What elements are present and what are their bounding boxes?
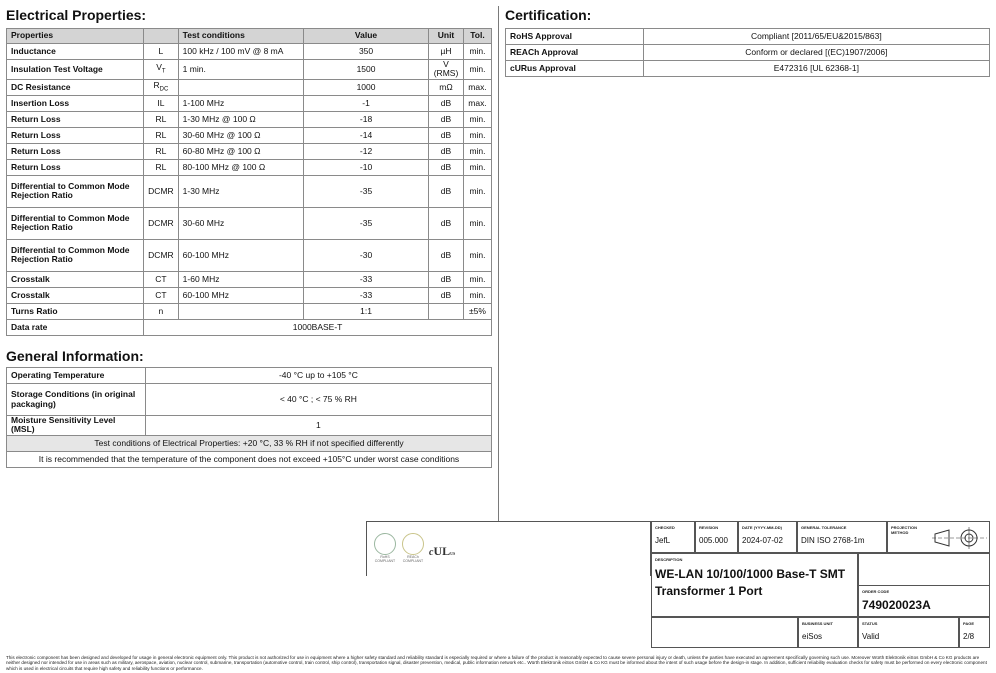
symbol-text: V xyxy=(156,62,162,73)
reach-logo-text: REACh xyxy=(407,555,419,559)
table-row xyxy=(7,95,492,111)
curus-approval-value: E472316 [UL 62368-1] xyxy=(643,61,989,77)
storage-conditions-label: Storage Conditions (in original packaging) xyxy=(7,384,146,416)
col-header-value: Value xyxy=(304,29,429,44)
test-condition-cell: 30-60 MHz xyxy=(178,207,303,239)
title-block xyxy=(366,521,990,648)
table-row xyxy=(7,271,492,287)
logo-area xyxy=(366,521,651,576)
property-cell: Inductance xyxy=(7,44,144,60)
table-row xyxy=(506,45,990,61)
tolerance-cell: min. xyxy=(463,60,491,80)
col-header-test-conditions: Test conditions xyxy=(178,29,303,44)
unit-cell: dB xyxy=(429,239,464,271)
table-row xyxy=(7,159,492,175)
tolerance-cell: min. xyxy=(463,111,491,127)
symbol-cell xyxy=(144,44,179,60)
property-cell: Return Loss xyxy=(7,159,144,175)
symbol-text: CT xyxy=(155,273,167,284)
test-condition-cell xyxy=(178,303,303,319)
symbol-cell xyxy=(144,143,179,159)
symbol-cell xyxy=(144,79,179,95)
rohs-approval-value: Compliant [2011/65/EU&2015/863] xyxy=(643,29,989,45)
table-row xyxy=(7,435,492,451)
table-row xyxy=(7,451,492,467)
reach-approval-label: REACh Approval xyxy=(506,45,644,61)
symbol-cell xyxy=(144,60,179,80)
test-condition-cell: 60-100 MHz xyxy=(178,287,303,303)
order-blank-cell xyxy=(858,553,990,585)
property-cell: Differential to Common Mode Rejection Ratio xyxy=(7,175,144,207)
electrical-properties-heading: Electrical Properties: xyxy=(6,7,147,23)
tolerance-cell xyxy=(797,521,887,553)
test-condition-cell: 1 min. xyxy=(178,60,303,80)
symbol-cell xyxy=(144,111,179,127)
date-cell xyxy=(738,521,797,553)
col-header-unit: Unit xyxy=(429,29,464,44)
symbol-text: L xyxy=(158,45,164,56)
symbol-cell xyxy=(144,303,179,319)
symbol-text: DCMR xyxy=(148,217,174,228)
tolerance-cell: min. xyxy=(463,127,491,143)
table-row xyxy=(506,61,990,77)
table-row xyxy=(7,127,492,143)
checked-cell xyxy=(651,521,695,553)
symbol-cell xyxy=(144,159,179,175)
property-cell: Differential to Common Mode Rejection Ratio xyxy=(7,207,144,239)
symbol-text: n xyxy=(158,305,164,316)
rohs-logo xyxy=(373,533,397,567)
tolerance-cell: min. xyxy=(463,239,491,271)
checked-value: JefL xyxy=(655,536,671,545)
value-cell: -30 xyxy=(304,239,429,271)
business-unit-blank-cell xyxy=(651,617,798,648)
revision-value: 005.000 xyxy=(699,536,728,545)
unit-cell: dB xyxy=(429,287,464,303)
general-information-table xyxy=(6,367,492,468)
symbol-text: RL xyxy=(155,145,167,156)
symbol-text: CT xyxy=(155,289,167,300)
certification-table xyxy=(505,28,990,77)
unit-cell: V (RMS) xyxy=(429,60,464,80)
table-row xyxy=(7,368,492,384)
table-row xyxy=(7,79,492,95)
test-condition-cell: 30-60 MHz @ 100 Ω xyxy=(178,127,303,143)
unit-cell: dB xyxy=(429,159,464,175)
msl-label: Moisture Sensitivity Level (MSL) xyxy=(7,416,146,436)
table-row xyxy=(7,207,492,239)
test-condition-cell: 80-100 MHz @ 100 Ω xyxy=(178,159,303,175)
col-header-properties: Properties xyxy=(7,29,144,44)
operating-temperature-value: -40 °C up to +105 °C xyxy=(145,368,491,384)
unit-cell: mΩ xyxy=(429,79,464,95)
table-row-data-rate xyxy=(7,319,492,335)
value-cell: 1500 xyxy=(304,60,429,80)
value-cell: -33 xyxy=(304,271,429,287)
table-row xyxy=(7,44,492,60)
tolerance-cell: ±5% xyxy=(463,303,491,319)
tolerance-cell: min. xyxy=(463,207,491,239)
test-condition-cell: 1-100 MHz xyxy=(178,95,303,111)
status-value: Valid xyxy=(862,632,880,641)
description-label: DESCRIPTION xyxy=(655,557,683,562)
operating-temperature-label: Operating Temperature xyxy=(7,368,146,384)
unit-cell: µH xyxy=(429,44,464,60)
rohs-logo-sub: COMPLIANT xyxy=(374,559,396,563)
table-row xyxy=(7,384,492,416)
date-label: DATE (YYYY-MM-DD) xyxy=(742,525,782,530)
symbol-text: RL xyxy=(155,129,167,140)
tolerance-cell: min. xyxy=(463,44,491,60)
page-value: 2/8 xyxy=(963,632,975,641)
order-code-cell xyxy=(858,585,990,617)
business-unit-cell xyxy=(798,617,858,648)
value-cell: 1000 xyxy=(304,79,429,95)
symbol-text: DCMR xyxy=(148,249,174,260)
storage-conditions-value: < 40 °C ; < 75 % RH xyxy=(145,384,491,416)
description-line-2: Transformer 1 Port xyxy=(655,584,763,598)
test-condition-cell: 60-100 MHz xyxy=(178,239,303,271)
column-divider xyxy=(498,6,499,521)
checked-label: CHECKED xyxy=(655,525,675,530)
table-row xyxy=(7,416,492,436)
tolerance-cell: max. xyxy=(463,95,491,111)
symbol-subscript: DC xyxy=(159,86,169,93)
property-cell: Return Loss xyxy=(7,111,144,127)
property-cell: Differential to Common Mode Rejection Ratio xyxy=(7,239,144,271)
col-header-tolerance: Tol. xyxy=(463,29,491,44)
table-row xyxy=(7,287,492,303)
tolerance-cell: max. xyxy=(463,79,491,95)
table-header-row xyxy=(7,29,492,44)
unit-cell: dB xyxy=(429,111,464,127)
date-value: 2024-07-02 xyxy=(742,536,783,545)
test-conditions-note: Test conditions of Electrical Properties: +20 °C, 33 % RH if not specified differently xyxy=(7,435,492,451)
test-condition-cell: 1-30 MHz @ 100 Ω xyxy=(178,111,303,127)
value-cell: -14 xyxy=(304,127,429,143)
description-line-1: WE-LAN 10/100/1000 Base-T SMT xyxy=(655,567,846,581)
reach-approval-value: Conform or declared [(EC)1907/2006] xyxy=(643,45,989,61)
table-row xyxy=(7,239,492,271)
property-cell: Return Loss xyxy=(7,143,144,159)
projection-label: PROJECTION METHOD xyxy=(891,525,918,535)
symbol-text: DCMR xyxy=(148,185,174,196)
test-condition-cell: 1-60 MHz xyxy=(178,271,303,287)
general-information-heading: General Information: xyxy=(6,348,144,364)
col-header-symbol xyxy=(144,29,179,44)
property-cell: DC Resistance xyxy=(7,79,144,95)
data-rate-label: Data rate xyxy=(7,319,144,335)
rohs-approval-label: RoHS Approval xyxy=(506,29,644,45)
reach-logo-sub: COMPLIANT xyxy=(402,559,424,563)
ul-mark-icon: cULUS xyxy=(429,544,456,558)
ul-mark-text: US xyxy=(450,551,456,556)
table-row xyxy=(7,143,492,159)
table-row xyxy=(7,303,492,319)
table-row xyxy=(7,175,492,207)
test-condition-cell xyxy=(178,79,303,95)
temperature-recommendation-note: It is recommended that the temperature of the component does not exceed +105°C under worst case conditions xyxy=(7,451,492,467)
symbol-cell xyxy=(144,287,179,303)
test-condition-cell: 60-80 MHz @ 100 Ω xyxy=(178,143,303,159)
value-cell: -10 xyxy=(304,159,429,175)
test-condition-cell: 1-30 MHz xyxy=(178,175,303,207)
value-cell: 1:1 xyxy=(304,303,429,319)
order-code-label: ORDER CODE xyxy=(862,589,890,594)
description-cell xyxy=(651,553,858,617)
table-row xyxy=(7,111,492,127)
value-cell: -18 xyxy=(304,111,429,127)
symbol-subscript: T xyxy=(161,68,166,75)
symbol-cell xyxy=(144,207,179,239)
unit-cell: dB xyxy=(429,271,464,287)
value-cell: -35 xyxy=(304,175,429,207)
tolerance-value: DIN ISO 2768-1m xyxy=(801,536,865,545)
property-cell: Turns Ratio xyxy=(7,303,144,319)
symbol-text: RL xyxy=(155,113,167,124)
property-cell: Insulation Test Voltage xyxy=(7,60,144,80)
value-cell: -35 xyxy=(304,207,429,239)
symbol-cell xyxy=(144,175,179,207)
unit-cell: dB xyxy=(429,207,464,239)
unit-cell: dB xyxy=(429,143,464,159)
electrical-properties-table xyxy=(6,28,492,336)
test-condition-cell: 100 kHz / 100 mV @ 8 mA xyxy=(178,44,303,60)
disclaimer-text: This electronic component has been designed and developed for usage in general electronic equipment only. This product is not authorized for use in equipment where a higher safety standard and reliability standard is especially required or where a failure of the product is reasonably expected to cause severe personal injury or death, unless the parties have executed an agreement specifically governing such use. Moreover Würth Elektronik eiSos GmbH & Co KG products are neither designed nor intended for use in areas such as military, aerospace, aviation, nuclear control, submarine, transportation (automotive control, train control, ship control), transportation signal, disaster prevention, medical, public information network etc.. Würth Elektronik eiSos GmbH & Co KG must be informed about the intent of such usage before the design-in stage. In addition, sufficient reliability evaluation checks for safety must be performed on every electronic component which is used in electrical circuits that require high safety and reliability functions or performance. xyxy=(6,655,987,671)
property-cell: Insertion Loss xyxy=(7,95,144,111)
unit-cell: dB xyxy=(429,95,464,111)
tolerance-label: GENERAL TOLERANCE xyxy=(801,525,847,530)
msl-value: 1 xyxy=(145,416,491,436)
value-cell: -1 xyxy=(304,95,429,111)
business-unit-label: BUSINESS UNIT xyxy=(802,621,833,626)
property-cell: Crosstalk xyxy=(7,271,144,287)
unit-cell: dB xyxy=(429,175,464,207)
tolerance-cell: min. xyxy=(463,175,491,207)
page-cell xyxy=(959,617,990,648)
tolerance-cell: min. xyxy=(463,271,491,287)
symbol-cell xyxy=(144,95,179,111)
rohs-logo-text: RoHS xyxy=(380,555,390,559)
symbol-cell xyxy=(144,127,179,143)
table-row xyxy=(7,60,492,80)
unit-cell: dB xyxy=(429,127,464,143)
property-cell: Crosstalk xyxy=(7,287,144,303)
symbol-text: RL xyxy=(155,161,167,172)
projection-symbol-icon xyxy=(932,526,988,550)
symbol-cell xyxy=(144,239,179,271)
business-unit-value: eiSos xyxy=(802,632,823,641)
tolerance-cell: min. xyxy=(463,159,491,175)
certification-heading: Certification: xyxy=(505,7,592,23)
symbol-text: IL xyxy=(157,97,165,108)
status-label: STATUS xyxy=(862,621,878,626)
data-rate-value: 1000BASE-T xyxy=(144,319,492,335)
revision-label: REVISION xyxy=(699,525,719,530)
order-code-value: 749020023A xyxy=(862,598,931,612)
page-label: PAGE xyxy=(963,621,975,626)
tolerance-cell: min. xyxy=(463,143,491,159)
status-cell xyxy=(858,617,959,648)
property-cell: Return Loss xyxy=(7,127,144,143)
table-row xyxy=(506,29,990,45)
revision-cell xyxy=(695,521,738,553)
value-cell: 350 xyxy=(304,44,429,60)
symbol-text: R xyxy=(153,80,160,91)
curus-approval-label: cURus Approval xyxy=(506,61,644,77)
unit-cell xyxy=(429,303,464,319)
value-cell: -12 xyxy=(304,143,429,159)
symbol-cell xyxy=(144,271,179,287)
tolerance-cell: min. xyxy=(463,287,491,303)
projection-cell xyxy=(887,521,990,553)
value-cell: -33 xyxy=(304,287,429,303)
reach-logo xyxy=(401,533,425,567)
